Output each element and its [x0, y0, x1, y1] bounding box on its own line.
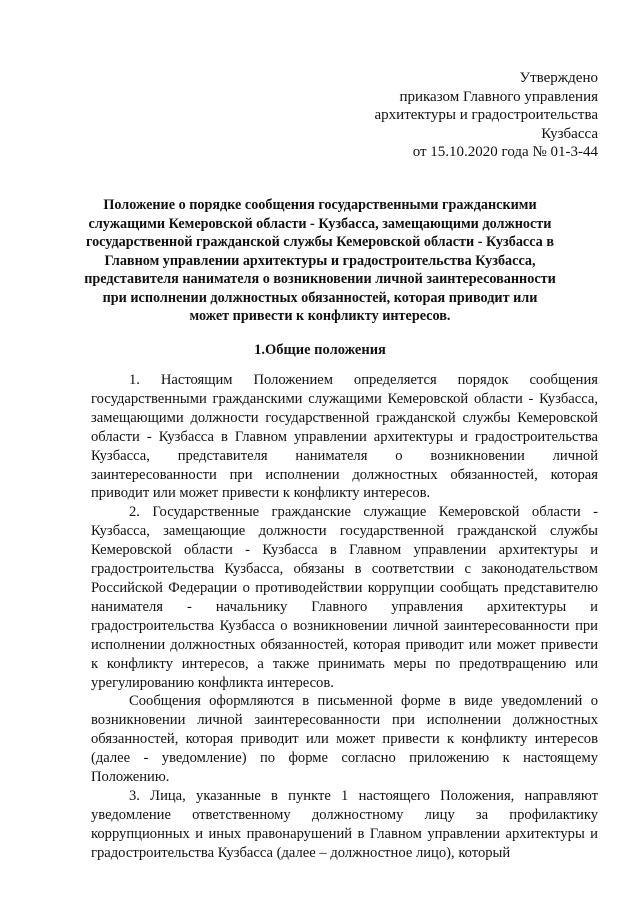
section-heading: 1.Общие положения: [254, 342, 386, 358]
document-body: [91, 371, 598, 863]
paragraph: 3. Лица, указанные в пункте 1 настоящего Положения, направляют уведомление ответственному должностному лицу за профилактику коррупционных и иных правонарушений в Главном управлении архитектуры и градостроительства Кузбасса (далее – должностное лицо), который: [91, 787, 598, 861]
title-line: Положение о порядке сообщения государственными гражданскими: [103, 197, 537, 213]
approval-line: Утверждено: [519, 70, 598, 86]
paragraph: 1. Настоящим Положением определяется порядок сообщения государственными гражданскими служащими Кемеровской области - Кузбасса, замещающими должности государственной гражданской службы Кемеровской области - Кузбасса в Главном управлении архитектуры и градостроительства Кузбасса, представителя нанимателя о возникновении личной заинтересованности при исполнении должностных обязанностей, которая приводит или может привести к конфликту интересов.: [91, 372, 598, 502]
approval-stamp-block: [330, 69, 598, 162]
title-line: государственной гражданской службы Кемеровской области - Кузбасса в: [86, 234, 554, 250]
approval-line: Кузбасса: [541, 125, 598, 142]
paragraph: 2. Государственные гражданские служащие Кемеровской области - Кузбасса, замещающие должности государственной гражданской службы Кемеровской области - Кузбасса в Главном управлении архитектуры и градостроительства Кузбасса, обязаны в соответствии с законодательством Российской Федерации о противодействии коррупции сообщать представителю нанимателя - начальнику Главного управления архитектуры и градостроительства Кузбасса о возникновении личной заинтересованности при исполнении должностных обязанностей, которая приводит или может привести к конфликту интересов, а также принимать меры по предотвращению или урегулированию конфликта интересов.: [91, 504, 598, 691]
title-line: Главном управлении архитектуры и градостроительства Кузбасса,: [104, 252, 536, 269]
title-line: при исполнении должностных обязанностей, которая приводит или: [102, 289, 538, 306]
approval-line: архитектуры и градостроительства: [374, 107, 598, 124]
title-line: может привести к конфликту интересов.: [189, 308, 451, 324]
paragraph: Сообщения оформляются в письменной форме в виде уведомлений о возникновении личной заинтересованности при исполнении должностных обязанностей, которая приводит или может привести к конфликту интересов (далее - уведомление) по форме согласно приложению к настоящему Положению.: [91, 693, 598, 786]
document-title: [78, 196, 562, 326]
title-line: представителя нанимателя о возникновении личной заинтересованности: [84, 271, 556, 287]
title-line: служащими Кемеровской области - Кузбасса, замещающими должности: [88, 215, 552, 232]
approval-line: приказом Главного управления: [399, 88, 598, 105]
approval-line: от 15.10.2020 года № 01-3-44: [412, 144, 598, 161]
